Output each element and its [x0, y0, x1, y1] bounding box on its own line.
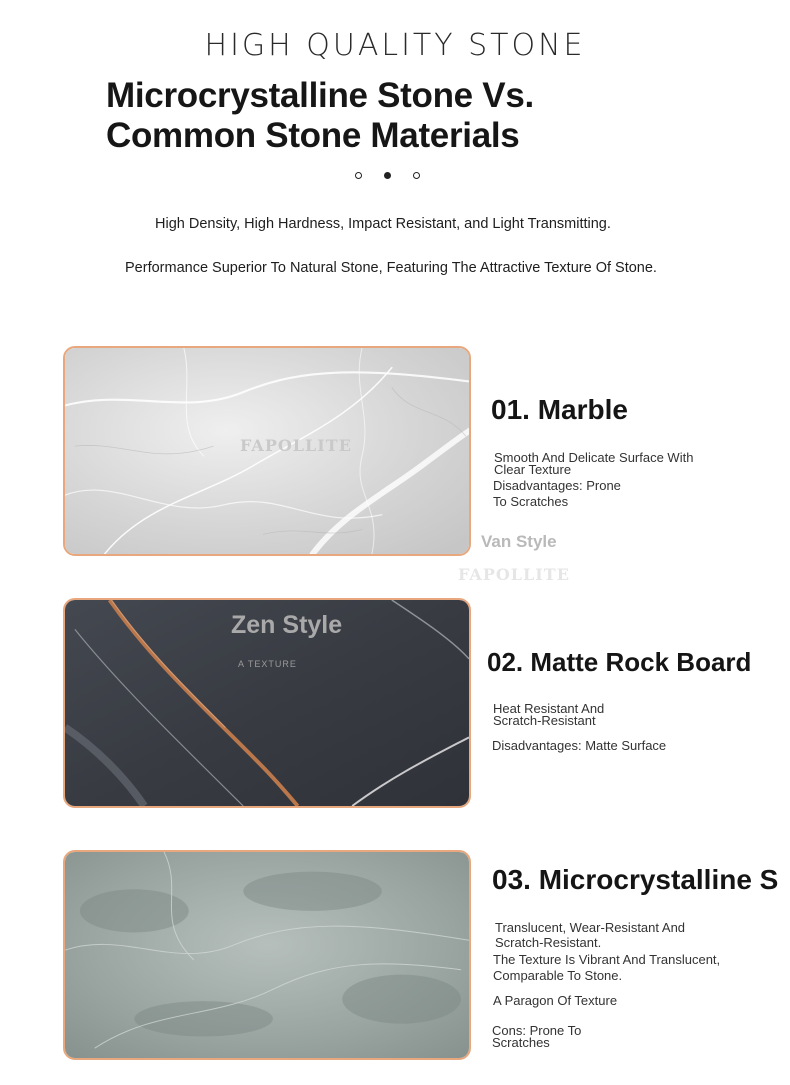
- microcrystalline-desc-1: Translucent, Wear-Resistant And: [495, 920, 686, 935]
- microcrystalline-desc-3: The Texture Is Vibrant And Translucent,: [493, 952, 721, 967]
- marble-desc-1: Smooth And Delicate Surface With: [494, 450, 694, 465]
- headline-line-2: Common Stone Materials: [106, 116, 520, 155]
- matte-rock-desc-2: Scratch-Resistant: [493, 713, 596, 728]
- marble-title: 01. Marble: [491, 394, 628, 425]
- van-style-watermark: Van Style: [481, 532, 557, 551]
- tagline-1: High Density, High Hardness, Impact Resistant, and Light Transmitting.: [155, 216, 611, 232]
- zen-style-watermark: Zen Style: [231, 611, 343, 639]
- tagline-2: Performance Superior To Natural Stone, Featuring The Attractive Texture Of Stone.: [125, 260, 657, 276]
- microcrystalline-desc-5: A Paragon Of Texture: [493, 993, 618, 1008]
- brand-watermark-1: FAPOLLITE: [240, 436, 352, 455]
- carousel-dots: [355, 172, 420, 179]
- matte-rock-desc-1: Heat Resistant And: [493, 701, 605, 716]
- microcrystalline-swatch-image: [63, 850, 471, 1060]
- carousel-dot-1[interactable]: [355, 172, 362, 179]
- carousel-dot-3[interactable]: [413, 172, 420, 179]
- eyebrow-title: HIGH QUALITY STONE: [204, 28, 586, 63]
- marble-desc-2: Clear Texture: [494, 462, 572, 477]
- zen-sub-watermark: A TEXTURE: [238, 659, 297, 669]
- microcrystalline-desc-2: Scratch-Resistant.: [495, 935, 602, 950]
- matte-rock-title: 02. Matte Rock Board: [487, 647, 752, 677]
- carousel-dot-2[interactable]: [384, 172, 391, 179]
- microcrystalline-desc-7: Scratches: [492, 1035, 550, 1050]
- marble-desc-4: To Scratches: [493, 494, 569, 509]
- headline-line-1: Microcrystalline Stone Vs.: [106, 76, 534, 115]
- brand-watermark-2: FAPOLLITE: [458, 565, 570, 584]
- microcrystalline-desc-4: Comparable To Stone.: [493, 968, 623, 983]
- matte-rock-desc-3: Disadvantages: Matte Surface: [492, 738, 667, 753]
- microcrystalline-title: 03. Microcrystalline S: [492, 864, 779, 895]
- headline: [106, 76, 666, 156]
- microcrystalline-desc-6: Cons: Prone To: [492, 1023, 582, 1038]
- marble-desc-3: Disadvantages: Prone: [493, 478, 621, 493]
